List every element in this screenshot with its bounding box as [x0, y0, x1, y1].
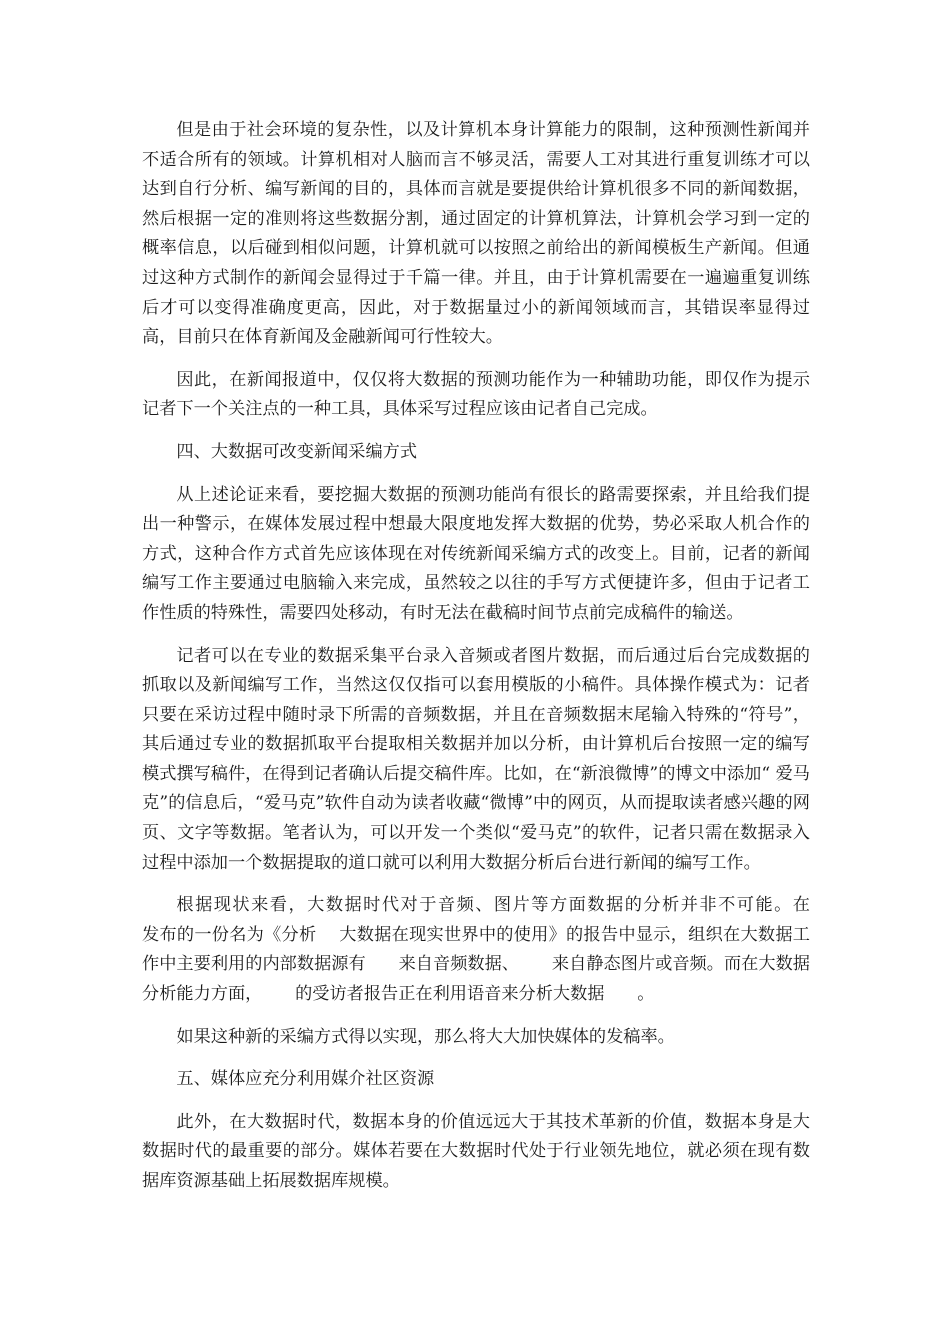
paragraph-auxiliary-function: 因此，在新闻报道中，仅仅将大数据的预测功能作为一种辅助功能，即仅作为提示记者下一个关注点的一种工具，具体采写过程应该由记者自己完成。: [142, 369, 810, 420]
paragraph-database-expansion: 此外，在大数据时代，数据本身的价值远远大于其技术革新的价值，数据本身是大数据时代的最重要的部分。媒体若要在大数据时代处于行业领先地位，就必须在现有数据库资源基础上拓展数据库规模。: [142, 1111, 810, 1191]
paragraph-publication-rate: 如果这种新的采编方式得以实现，那么将大大加快媒体的发稿率。: [176, 1026, 675, 1047]
paragraph-audio-image-analysis: 根据现状来看，大数据时代对于音频、图片等方面数据的分析并非不可能。在 发布的一份名为《分析 大数据在现实世界中的使用》的报告中显示，组织在大数据工作中主要利用的内部数据源有 来自音频数据、 来自静态图片或音频。而在大数据分析能力方面， 的受访者报告正在利用语音来分析大数据 。: [142, 895, 854, 1005]
paragraph-data-collection-platform: 记者可以在专业的数据采集平台录入音频或者图片数据，而后通过后台完成数据的抓取以及新闻编写工作，当然这仅仅指可以套用模版的小稿件。具体操作模式为：记者只要在采访过程中随时录下所需的音频数据，并且在音频数据末尾输入特殊的“符号”，其后通过专业的数据抓取平台提取相关数据并加以分析，由计算机后台按照一定的编写模式撰写稿件，在得到记者确认后提交稿件库。比如，在“新浪微博”的博文中添加“ 爱马克”的信息后，“爱马克”软件自动为读者收藏“微博”中的网页，从而提取读者感兴趣的网页、文字等数据。笔者认为，可以开发一个类似“爱马克”的软件，记者只需在数据录入过程中添加一个数据提取的道口就可以利用大数据分析后台进行新闻的编写工作。: [142, 645, 810, 873]
document-page: [142, 116, 854, 1210]
paragraph-human-machine-cooperation: 从上述论证来看，要挖掘大数据的预测功能尚有很长的路需要探索，并且给我们提出一种警示，在媒体发展过程中想最大限度地发挥大数据的优势，势必采取人机合作的方式，这种合作方式首先应该体现在对传统新闻采编方式的改变上。目前，记者的新闻编写工作主要通过电脑输入来完成，虽然较之以往的手写方式便捷许多，但由于记者工作性质的特殊性，需要四处移动，有时无法在截稿时间节点前完成稿件的输送。: [142, 484, 810, 623]
section-heading-5: 五、媒体应充分利用媒介社区资源: [176, 1069, 435, 1090]
paragraph-prediction-limits: 但是由于社会环境的复杂性，以及计算机本身计算能力的限制，这种预测性新闻并不适合所有的领域。计算机相对人脑而言不够灵活，需要人工对其进行重复训练才可以达到自行分析、编写新闻的目的，具体而言就是要提供给计算机很多不同的新闻数据，然后根据一定的准则将这些数据分割，通过固定的计算机算法，计算机会学习到一定的概率信息，以后碰到相似问题，计算机就可以按照之前给出的新闻模板生产新闻。但通过这种方式制作的新闻会显得过于千篇一律。并且，由于计算机需要在一遍遍重复训练后才可以变得准确度更高，因此，对于数据量过小的新闻领域而言，其错误率显得过高，目前只在体育新闻及金融新闻可行性较大。: [142, 120, 810, 348]
section-heading-4: 四、大数据可改变新闻采编方式: [176, 441, 418, 462]
